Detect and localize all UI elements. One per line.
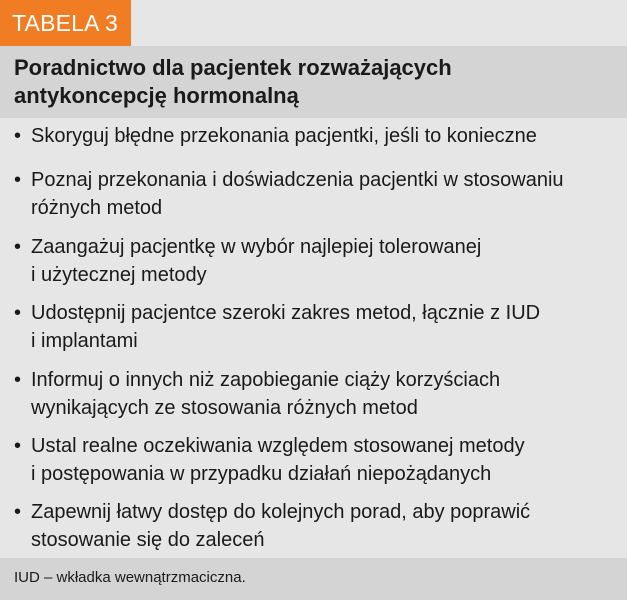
list-item-text-line-2: wynikających ze stosowania różnych metod xyxy=(31,397,418,419)
table-title-line-2: antykoncepcję hormonalną xyxy=(14,83,299,108)
list-item-text-line-2: i użytecznej metody xyxy=(31,264,207,286)
table-title xyxy=(14,54,614,110)
list-item xyxy=(14,122,614,150)
bullet-icon: • xyxy=(14,125,22,147)
list-item-text-line-1: Ustal realne oczekiwania względem stosowanej metody xyxy=(31,435,525,457)
table-title-line-1: Poradnictwo dla pacjentek rozważających xyxy=(14,55,452,80)
list-item-text-line-1: Informuj o innych niż zapobieganie ciąży korzyściach xyxy=(31,369,501,391)
list-item-text-line-1: Zapewnij łatwy dostęp do kolejnych porad, aby poprawić xyxy=(31,501,531,523)
table-number-badge: TABELA 3 xyxy=(0,0,131,46)
bullet-icon: • xyxy=(14,501,22,523)
table-header xyxy=(0,46,627,118)
recommendation-list xyxy=(0,118,627,558)
list-item xyxy=(14,498,614,554)
list-item-text-line-2: stosowanie się do zaleceń xyxy=(31,529,265,551)
list-item xyxy=(14,233,614,289)
list-item-text-line-2: i implantami xyxy=(31,330,138,352)
list-item xyxy=(14,299,614,355)
list-item xyxy=(14,366,614,422)
table-footer xyxy=(0,558,627,600)
list-item xyxy=(14,166,614,222)
list-item-text-line-2: różnych metod xyxy=(31,197,163,219)
bullet-icon: • xyxy=(14,169,22,191)
bullet-icon: • xyxy=(14,302,22,324)
list-item-text-line-1: Skoryguj błędne przekonania pacjentki, jeśli to konieczne xyxy=(31,125,537,147)
footnote: IUD – wkładka wewnątrzmaciczna. xyxy=(14,569,246,586)
list-item-text-line-1: Poznaj przekonania i doświadczenia pacjentki w stosowaniu xyxy=(31,169,564,191)
list-item-text-line-1: Udostępnij pacjentce szeroki zakres metod, łącznie z IUD xyxy=(31,302,541,324)
list-item xyxy=(14,432,614,488)
bullet-icon: • xyxy=(14,435,22,457)
list-item-text-line-1: Zaangażuj pacjentkę w wybór najlepiej tolerowanej xyxy=(31,236,482,258)
bullet-icon: • xyxy=(14,236,22,258)
bullet-icon: • xyxy=(14,369,22,391)
list-item-text-line-2: i postępowania w przypadku działań niepożądanych xyxy=(31,463,492,485)
